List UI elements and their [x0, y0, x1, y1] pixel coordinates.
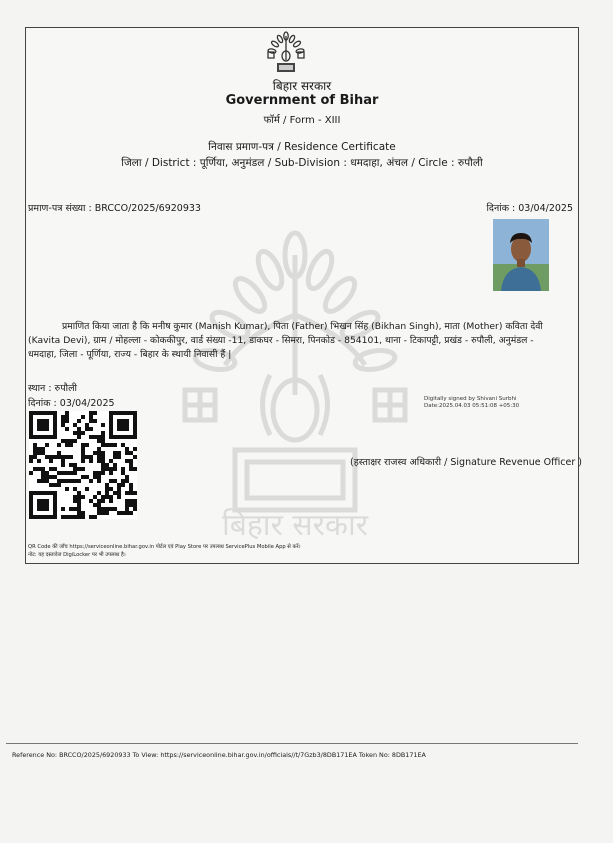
certificate-body: प्रमाणित किया जाता है कि मनीष कुमार (Manish Kumar), पिता (Father) भिखन सिंह (Bikhan Singh), माता (Mother) कविता देवी (Kavita Devi), ग्राम / मोहल्ला - कोककीपुर, वार्ड संख्या -11, डाकघर - सिमरा, पिनकोड - 854101, थाना - टिकापट्टी, प्रखंड - रुपौली, अनुमंडल - धमदाहा, जिला - पूर्णिया, राज्य - बिहार के स्थायी निवासी हैं | — [28, 321, 543, 360]
state-name-english: Government of Bihar — [225, 93, 379, 108]
issue-date-top: दिनांक : 03/04/2025 — [486, 203, 573, 214]
district-line: जिला / District : पूर्णिया, अनुमंडल / Sub-Division : धमदाहा, अंचल / Circle : रुपौली — [121, 157, 483, 169]
watermark-emblem — [175, 225, 415, 545]
state-name-hindi: बिहार सरकार — [272, 79, 332, 93]
signature-officer: (हस्ताक्षर राजस्व अधिकारी / Signature Revenue Officer ) — [350, 457, 582, 468]
applicant-photo — [493, 219, 549, 291]
qr-code[interactable] — [29, 411, 137, 519]
qr-verification-note: QR Code की जाँच https://serviceonline.bihar.gov.in पोर्टल एवं Play Store पर उपलब्ध ServicePlus Mobile App से करें। — [28, 544, 301, 550]
certificate-number: प्रमाण-पत्र संख्या : BRCCO/2025/6920933 — [28, 203, 201, 214]
issue-date-bottom: दिनांक : 03/04/2025 — [28, 398, 115, 409]
divider — [6, 743, 578, 744]
digital-signature — [424, 396, 519, 410]
watermark-text: बिहार सरकार — [221, 508, 369, 543]
digital-signature-date: Date:2025.04.03 05:51:08 +05:30 — [424, 403, 520, 409]
bihar-emblem-icon — [264, 30, 308, 76]
digital-signature-name: Digitally signed by Shivani Surbhi — [424, 396, 517, 402]
certificate-title: निवास प्रमाण-पत्र / Residence Certificate — [208, 141, 396, 153]
digilocker-note: नोट: यह दस्तावेज DigiLocker पर भी उपलब्ध है। — [28, 552, 126, 558]
reference-line[interactable]: Reference No: BRCCO/2025/6920933 To View: https://serviceonline.bihar.gov.in/officials//t/7Gzb3/8DB171EA Token No: 8DB171EA — [12, 751, 426, 759]
place: स्थान : रुपौली — [28, 383, 77, 394]
form-number: फॉर्म / Form - XIII — [263, 115, 341, 126]
